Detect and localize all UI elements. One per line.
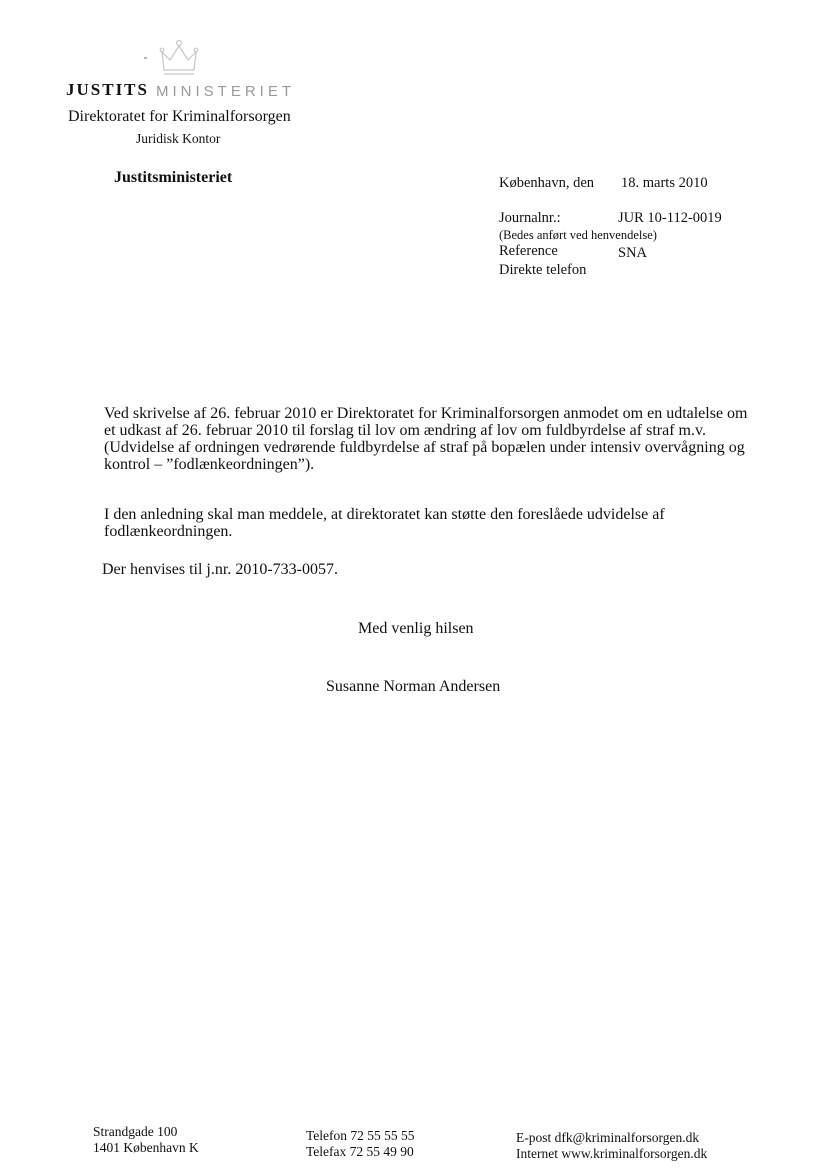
office-name: Juridisk Kontor [136, 131, 221, 146]
footer-street: Strandgade 100 [93, 1124, 178, 1139]
place-label: København, den [499, 175, 595, 191]
footer-fax: Telefax 72 55 49 90 [306, 1144, 414, 1159]
footer-web: Internet www.kriminalforsorgen.dk [516, 1146, 708, 1161]
body-paragraph-1: Ved skrivelse af 26. februar 2010 er Direktoratet for Kriminalforsorgen anmodet om en udtalelse om et udkast af 26. februar 2010 til forslag til lov om ændring af lov om fuldbyrdelse af straf m.v. (Udvidelse af ordningen vedrørende fuldbyrdelse af straf på bopælen under intensiv overvågning og kontrol – ”fodlænkeordningen”). [104, 405, 748, 473]
body-paragraph-2: I den anledning skal man meddele, at direktoratet kan støtte den foreslåede udvidelse af fodlænkeordningen. [104, 506, 665, 540]
reference-label: Reference [499, 243, 558, 259]
reference-value: SNA [618, 245, 648, 261]
footer-email: E-post dfk@kriminalforsorgen.dk [516, 1130, 700, 1145]
crown-icon [142, 36, 216, 80]
footer-city: 1401 København K [93, 1140, 199, 1155]
signature-name: Susanne Norman Andersen [326, 678, 501, 695]
journal-label: Journalnr.: [499, 210, 561, 226]
body-paragraph-3: Der henvises til j.nr. 2010-733-0057. [102, 561, 338, 578]
direct-phone-label: Direkte telefon [499, 262, 587, 278]
journal-note: (Bedes anført ved henvendelse) [499, 228, 657, 242]
journal-number: JUR 10-112-0019 [618, 210, 722, 226]
letter-date: 18. marts 2010 [621, 175, 708, 191]
ministry-logo-light: MINISTERIET [156, 83, 296, 100]
footer-phone: Telefon 72 55 55 55 [306, 1128, 415, 1143]
directorate-name: Direktoratet for Kriminalforsorgen [68, 108, 291, 125]
ministry-logo-bold: JUSTITS [66, 80, 149, 99]
closing-greeting: Med venlig hilsen [358, 620, 474, 637]
recipient-name: Justitsministeriet [114, 169, 233, 186]
